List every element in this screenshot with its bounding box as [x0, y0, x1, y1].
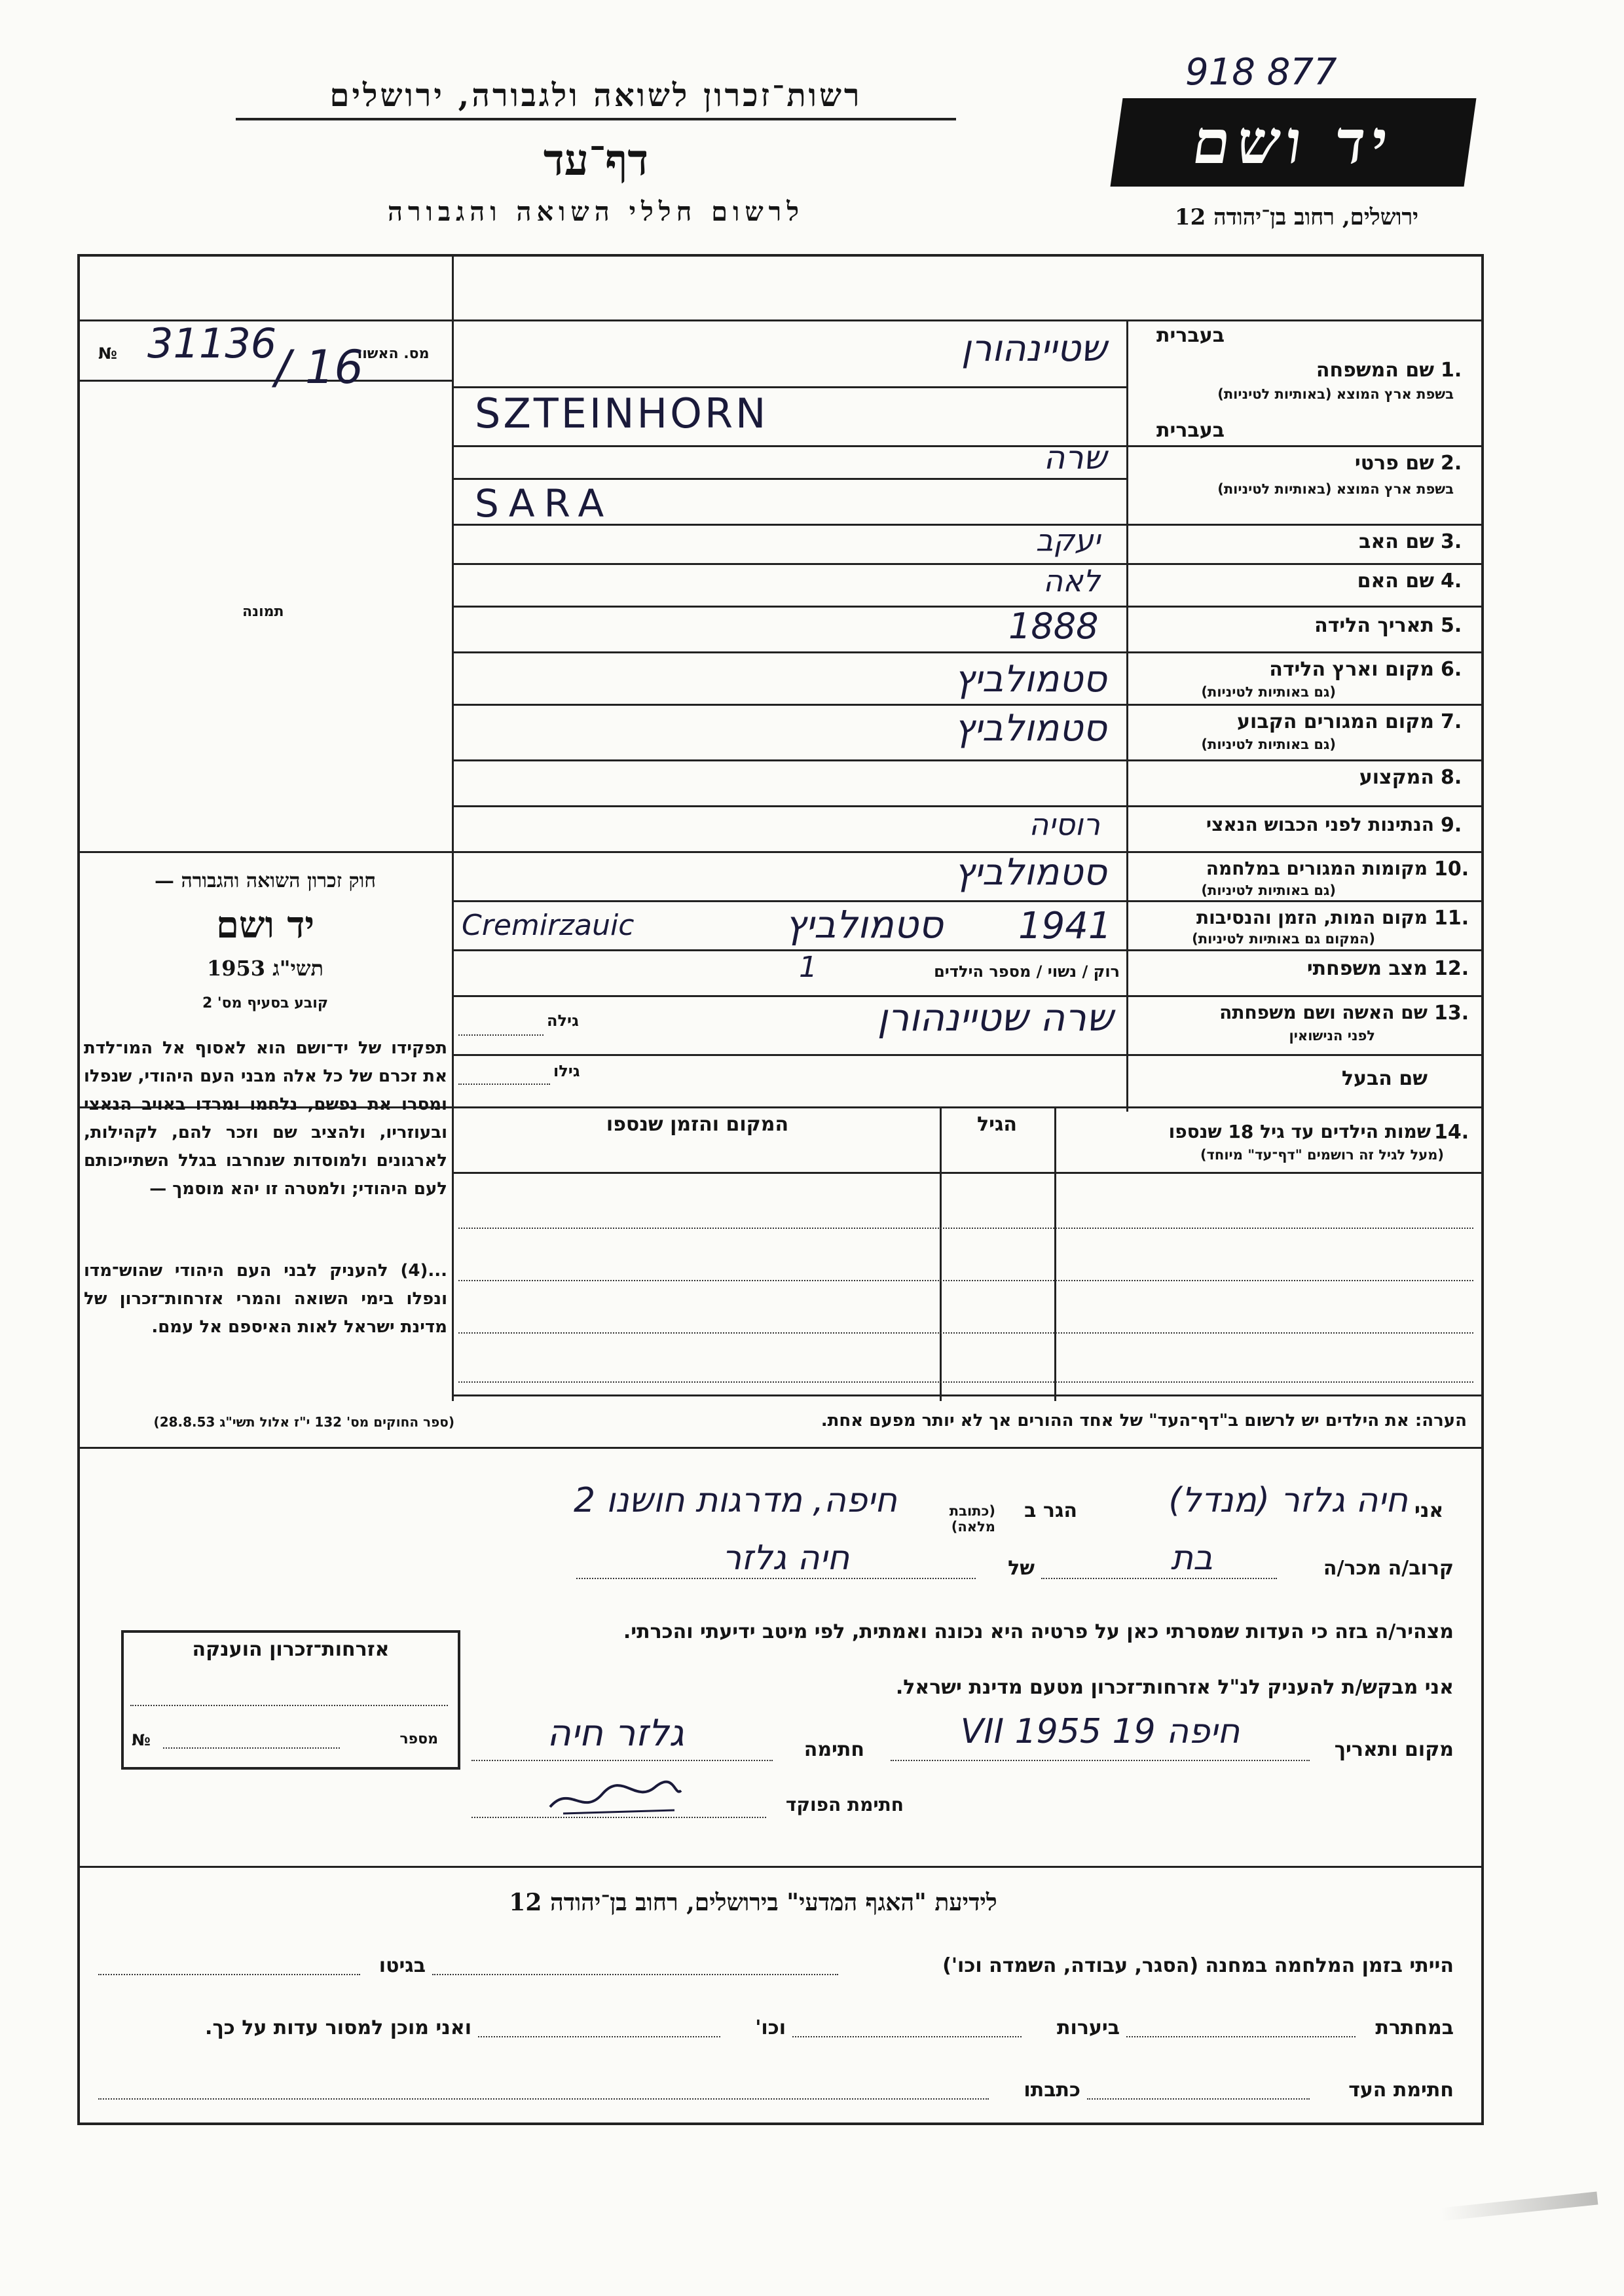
- registry-label: מס. האשור: [354, 346, 430, 362]
- top-band-line: [77, 319, 1481, 321]
- field-13-number: 13.: [1434, 1002, 1469, 1025]
- field-10-sub: (גם באותיות לטיניות): [1201, 883, 1336, 898]
- decl-request: אני מבקש/ת להעניק לנ"ל אזרחות־זכרון מטעם מדינת ישראל.: [895, 1676, 1454, 1699]
- family-status-value: 1: [799, 951, 817, 984]
- law-name: יד ושם: [215, 903, 315, 947]
- footer-line2-fill-3: [478, 2036, 720, 2037]
- law-title: חוק זכרון השואה והגבורה —: [155, 869, 376, 892]
- decl-place-date-line: [891, 1760, 1310, 1761]
- field-3-label: שם האב: [1359, 530, 1434, 553]
- decl-officer-line: [471, 1817, 766, 1818]
- decl-of-value: חיה גלזר: [722, 1539, 850, 1578]
- row-sep: [452, 949, 1481, 951]
- citizenship-box: [121, 1630, 460, 1770]
- footer-line2-c: וכו': [755, 2016, 786, 2039]
- row-sep: [452, 759, 1481, 761]
- field-11-value-year: 1941: [1018, 905, 1112, 947]
- decl-signature-line: [471, 1760, 773, 1761]
- footer-line1-end: [98, 1974, 360, 1975]
- form-title: דף־עד: [543, 134, 649, 185]
- address: ירושלים, רחוב בן־יהודה 12: [1174, 204, 1419, 230]
- decl-resident-label: הגר ב: [1024, 1499, 1077, 1522]
- note-top-line: [452, 1394, 1481, 1396]
- field-5-label: תאריך הלידה: [1314, 614, 1434, 637]
- footer-line3-b: כתבתו: [1024, 2079, 1080, 2102]
- registry-line: [77, 380, 452, 382]
- field-12-number: 12.: [1434, 957, 1469, 980]
- footer-top-line: [77, 1866, 1481, 1868]
- form-subtitle: לרשום חללי השואה והגבורה: [387, 196, 805, 227]
- field-1-lang-label: בעברית: [1156, 324, 1225, 347]
- field-9-number: 9.: [1441, 814, 1462, 837]
- field-10-label: מקומות המגורים במלחמה: [1206, 858, 1428, 879]
- citizenship-title: אזרחות־זכרון הוענקה: [192, 1638, 390, 1661]
- field-2-lang-label: בעברית: [1156, 419, 1225, 442]
- logo-text: יד ושם: [1188, 107, 1399, 177]
- footer-line3-fill-1: [1087, 2098, 1310, 2100]
- field-13-label: שם האשה ושם משפחתה: [1219, 1002, 1428, 1023]
- scan-smudge: [1441, 2192, 1598, 2221]
- field-11-sub: (המקום גם באותיות לטיניות): [1192, 931, 1375, 947]
- citizenship-number-label: מספר: [399, 1731, 438, 1747]
- footer-line3-a: חתימת העד: [1348, 2079, 1454, 2102]
- children-col-divider-1: [940, 1106, 942, 1401]
- age-line-f: [458, 1034, 544, 1036]
- registry-no-symbol: №: [98, 344, 117, 363]
- citizenship-number-line: [163, 1747, 340, 1749]
- decl-signature-value: גלזר חיה: [547, 1712, 684, 1755]
- row-sep: [452, 651, 1481, 653]
- decl-relation-label: קרוב/ה מכר/ה: [1323, 1557, 1454, 1580]
- footer-title: לידיעת "האגף המדעי" בירושלים, רחוב בן־יהודה 12: [509, 1889, 997, 1916]
- children-col-divider-2: [1054, 1106, 1056, 1401]
- photo-label: תמונה: [242, 604, 284, 620]
- decl-address: חיפה, מדרגות חושנו 2: [573, 1481, 897, 1520]
- footer-line1-fill: [432, 1974, 838, 1975]
- row-sep: [452, 606, 1481, 608]
- law-text-2: ...(4) להעניק לבני העם היהודי שהוש־מדו ונפלו בימי השואה והמרי אזרחות־זכרון של מדינת ישראל לאות האיספם אל עמם.: [84, 1261, 447, 1337]
- field-6-number: 6.: [1441, 658, 1462, 681]
- decl-relation-value: בת: [1170, 1539, 1213, 1578]
- field-1-value-latin: SZTEINHORN: [475, 390, 769, 437]
- field-2-value-latin: SARA: [475, 481, 614, 526]
- photo-bottom-line: [77, 851, 452, 853]
- field-4-number: 4.: [1441, 570, 1462, 592]
- field-1-value-hebrew: שטיינהורן: [961, 327, 1107, 370]
- note: הערה: את הילדים יש לרשום ב"דף־העד" של אחד ההורים אך לא יותר מפעם אחת.: [821, 1411, 1467, 1430]
- field-3-value: יעקב: [1035, 522, 1100, 558]
- row-sep: [452, 900, 1481, 902]
- field-6-value: סטמולביץ: [954, 658, 1107, 701]
- field-7-label: מקום המגורים הקבוע: [1237, 710, 1434, 733]
- note-bottom-line: [77, 1447, 1481, 1449]
- field-1-number: 1.: [1441, 359, 1462, 382]
- footer-line1-a: הייתי בזמן המלחמה במחנה (הסגר, עבודה, השמדה וכו'): [942, 1954, 1454, 1977]
- yad-vashem-logo: [1111, 98, 1477, 187]
- law-source: (ספר החוקים מס' 132 י"ז אלול תשי"ג 28.8.53): [153, 1414, 454, 1430]
- field-4-label: שם האם: [1357, 570, 1434, 592]
- footer-line3-fill-2: [98, 2098, 989, 2100]
- children-age-header: הגיל: [977, 1113, 1017, 1136]
- field-7-value: סטמולביץ: [954, 707, 1107, 750]
- field-8-label: המקצוע: [1359, 766, 1434, 789]
- registry-suffix: / 16: [275, 340, 363, 394]
- law-year: תשי"ג 1953: [207, 956, 323, 981]
- field-8-number: 8.: [1441, 766, 1462, 789]
- field-5-number: 5.: [1441, 614, 1462, 637]
- children-header-line: [452, 1172, 1481, 1174]
- children-row-3: [458, 1332, 1473, 1334]
- field-11-value-latin: Cremirzauic: [462, 909, 635, 942]
- decl-statement: מצהיר/ה בזה כי העדות שמסרתי כאן על פרטיה היא נכונה ואמתית, לפי מיטב ידיעתי והכרתי.: [623, 1620, 1454, 1643]
- citizenship-no-symbol: №: [132, 1731, 151, 1749]
- decl-address-hint: (כתובת מלאה): [949, 1503, 995, 1535]
- field-11-label: מקום המות, הזמן והנסיבות: [1196, 907, 1428, 928]
- registry-number: 31136: [147, 319, 277, 367]
- field-10-number: 10.: [1434, 858, 1469, 881]
- field-7-sub: (גם באותיות לטיניות): [1201, 737, 1336, 752]
- field-1-sub: בשפת ארץ המוצא (באותיות לטיניות): [1217, 386, 1454, 402]
- age-label-f: גילה: [547, 1011, 579, 1030]
- left-column-divider: [452, 254, 454, 1106]
- decl-i-label: אני: [1414, 1499, 1444, 1522]
- law-clause: קובע בסעיף מס' 2: [202, 995, 329, 1011]
- field-10-value: סטמולביץ: [954, 851, 1107, 894]
- field-2-label: שם פרטי: [1354, 452, 1434, 475]
- decl-place-date-label: מקום ותאריך: [1334, 1738, 1454, 1761]
- law-text-1: תפקידו של יד־ושם הוא לאסוף אל המו־לדת את זכרם של כל אלה מבני העם היהודי, שנפלו ומסרו את נפשם, נלחמו ומרדו באויב הנאצי ובעוזריו, ולהציב שם וזכר להם, לקהילות, לארגונים ולמוסדות שנחרבו בגלל השתייכותם לעם היהודי; ולמטרה זו יהא מוסמך —: [84, 1038, 447, 1199]
- field-7-number: 7.: [1441, 710, 1462, 733]
- age-line-m: [458, 1084, 550, 1085]
- field-3-number: 3.: [1441, 530, 1462, 553]
- citizenship-line-1: [130, 1705, 448, 1706]
- children-left-border: [452, 1106, 454, 1401]
- children-row-2: [458, 1280, 1473, 1281]
- decl-of-label: של: [1008, 1557, 1035, 1580]
- row-sep: [452, 478, 1126, 480]
- row-sep: [452, 386, 1126, 388]
- decl-place-date-value: חיפה 19 VII 1955: [960, 1712, 1240, 1751]
- handwritten-archive-number: 918 877: [1185, 51, 1337, 94]
- family-status-label: רוק / נשוי / מספר הילדים: [934, 962, 1120, 981]
- field-13-sub: לפני הנישואין: [1289, 1028, 1375, 1044]
- age-label-m: גילו: [553, 1062, 580, 1080]
- decl-officer-label: חתימת הפוקד: [785, 1794, 904, 1815]
- field-6-sub: (גם באותיות לטיניות): [1201, 684, 1336, 700]
- children-label: שמות הילדים עד גיל 18 שנספו: [1168, 1121, 1431, 1142]
- officer-signature-scribble: [544, 1771, 688, 1823]
- field-1-label: שם המשפחה: [1316, 359, 1434, 382]
- children-row-1: [458, 1228, 1473, 1229]
- field-11-number: 11.: [1434, 907, 1469, 930]
- field-6-label: מקום וארץ הלידה: [1269, 658, 1434, 681]
- decl-witness-name: חיה גלזר (מנדל): [1168, 1481, 1408, 1520]
- field-9-value: רוסיה: [1029, 807, 1100, 842]
- footer-line2-fill-2: [792, 2036, 1022, 2037]
- authority-title: רשות־זכרון לשואה ולגבורה, ירושלים: [236, 77, 956, 120]
- field-11-value-hebrew: סטמולביץ: [784, 902, 943, 947]
- field-4-value: לאה: [1043, 563, 1100, 598]
- decl-relation-line: [1041, 1578, 1277, 1579]
- footer-line2-d: ואני מוכן למסור עדות על כך.: [205, 2016, 471, 2039]
- field-12-label: מצב משפחתי: [1306, 957, 1428, 980]
- children-place-header: המקום והזמן שנספו: [606, 1113, 789, 1136]
- footer-line2-a: במחתרת: [1375, 2016, 1454, 2039]
- children-row-4: [458, 1381, 1473, 1383]
- row-sep: [452, 704, 1481, 706]
- field-2-sub: בשפת ארץ המוצא (באותיות לטיניות): [1217, 481, 1454, 497]
- row-sep: [452, 1054, 1481, 1056]
- footer-line2-b: ביערות: [1057, 2016, 1120, 2039]
- decl-of-line: [576, 1578, 976, 1579]
- footer-line2-fill-1: [1126, 2036, 1356, 2037]
- field-13-value: שרה שטיינהורן: [877, 995, 1113, 1040]
- field-5-value: 1888: [1008, 606, 1099, 647]
- decl-signature-label: חתימה: [803, 1738, 864, 1761]
- field-9-label: הנתינות לפני הכבוש הנאצי: [1206, 814, 1434, 835]
- children-sub: (מעל לגיל זה רושמים "דף־עד" מיוחד): [1200, 1147, 1444, 1163]
- field-2-value-hebrew: שרה: [1043, 439, 1107, 477]
- husband-label: שם הבעל: [1341, 1067, 1428, 1090]
- children-number: 14.: [1434, 1121, 1469, 1144]
- footer-line1-b: בגיטו: [378, 1954, 426, 1977]
- field-2-number: 2.: [1441, 452, 1462, 475]
- label-column-divider: [1126, 319, 1128, 1112]
